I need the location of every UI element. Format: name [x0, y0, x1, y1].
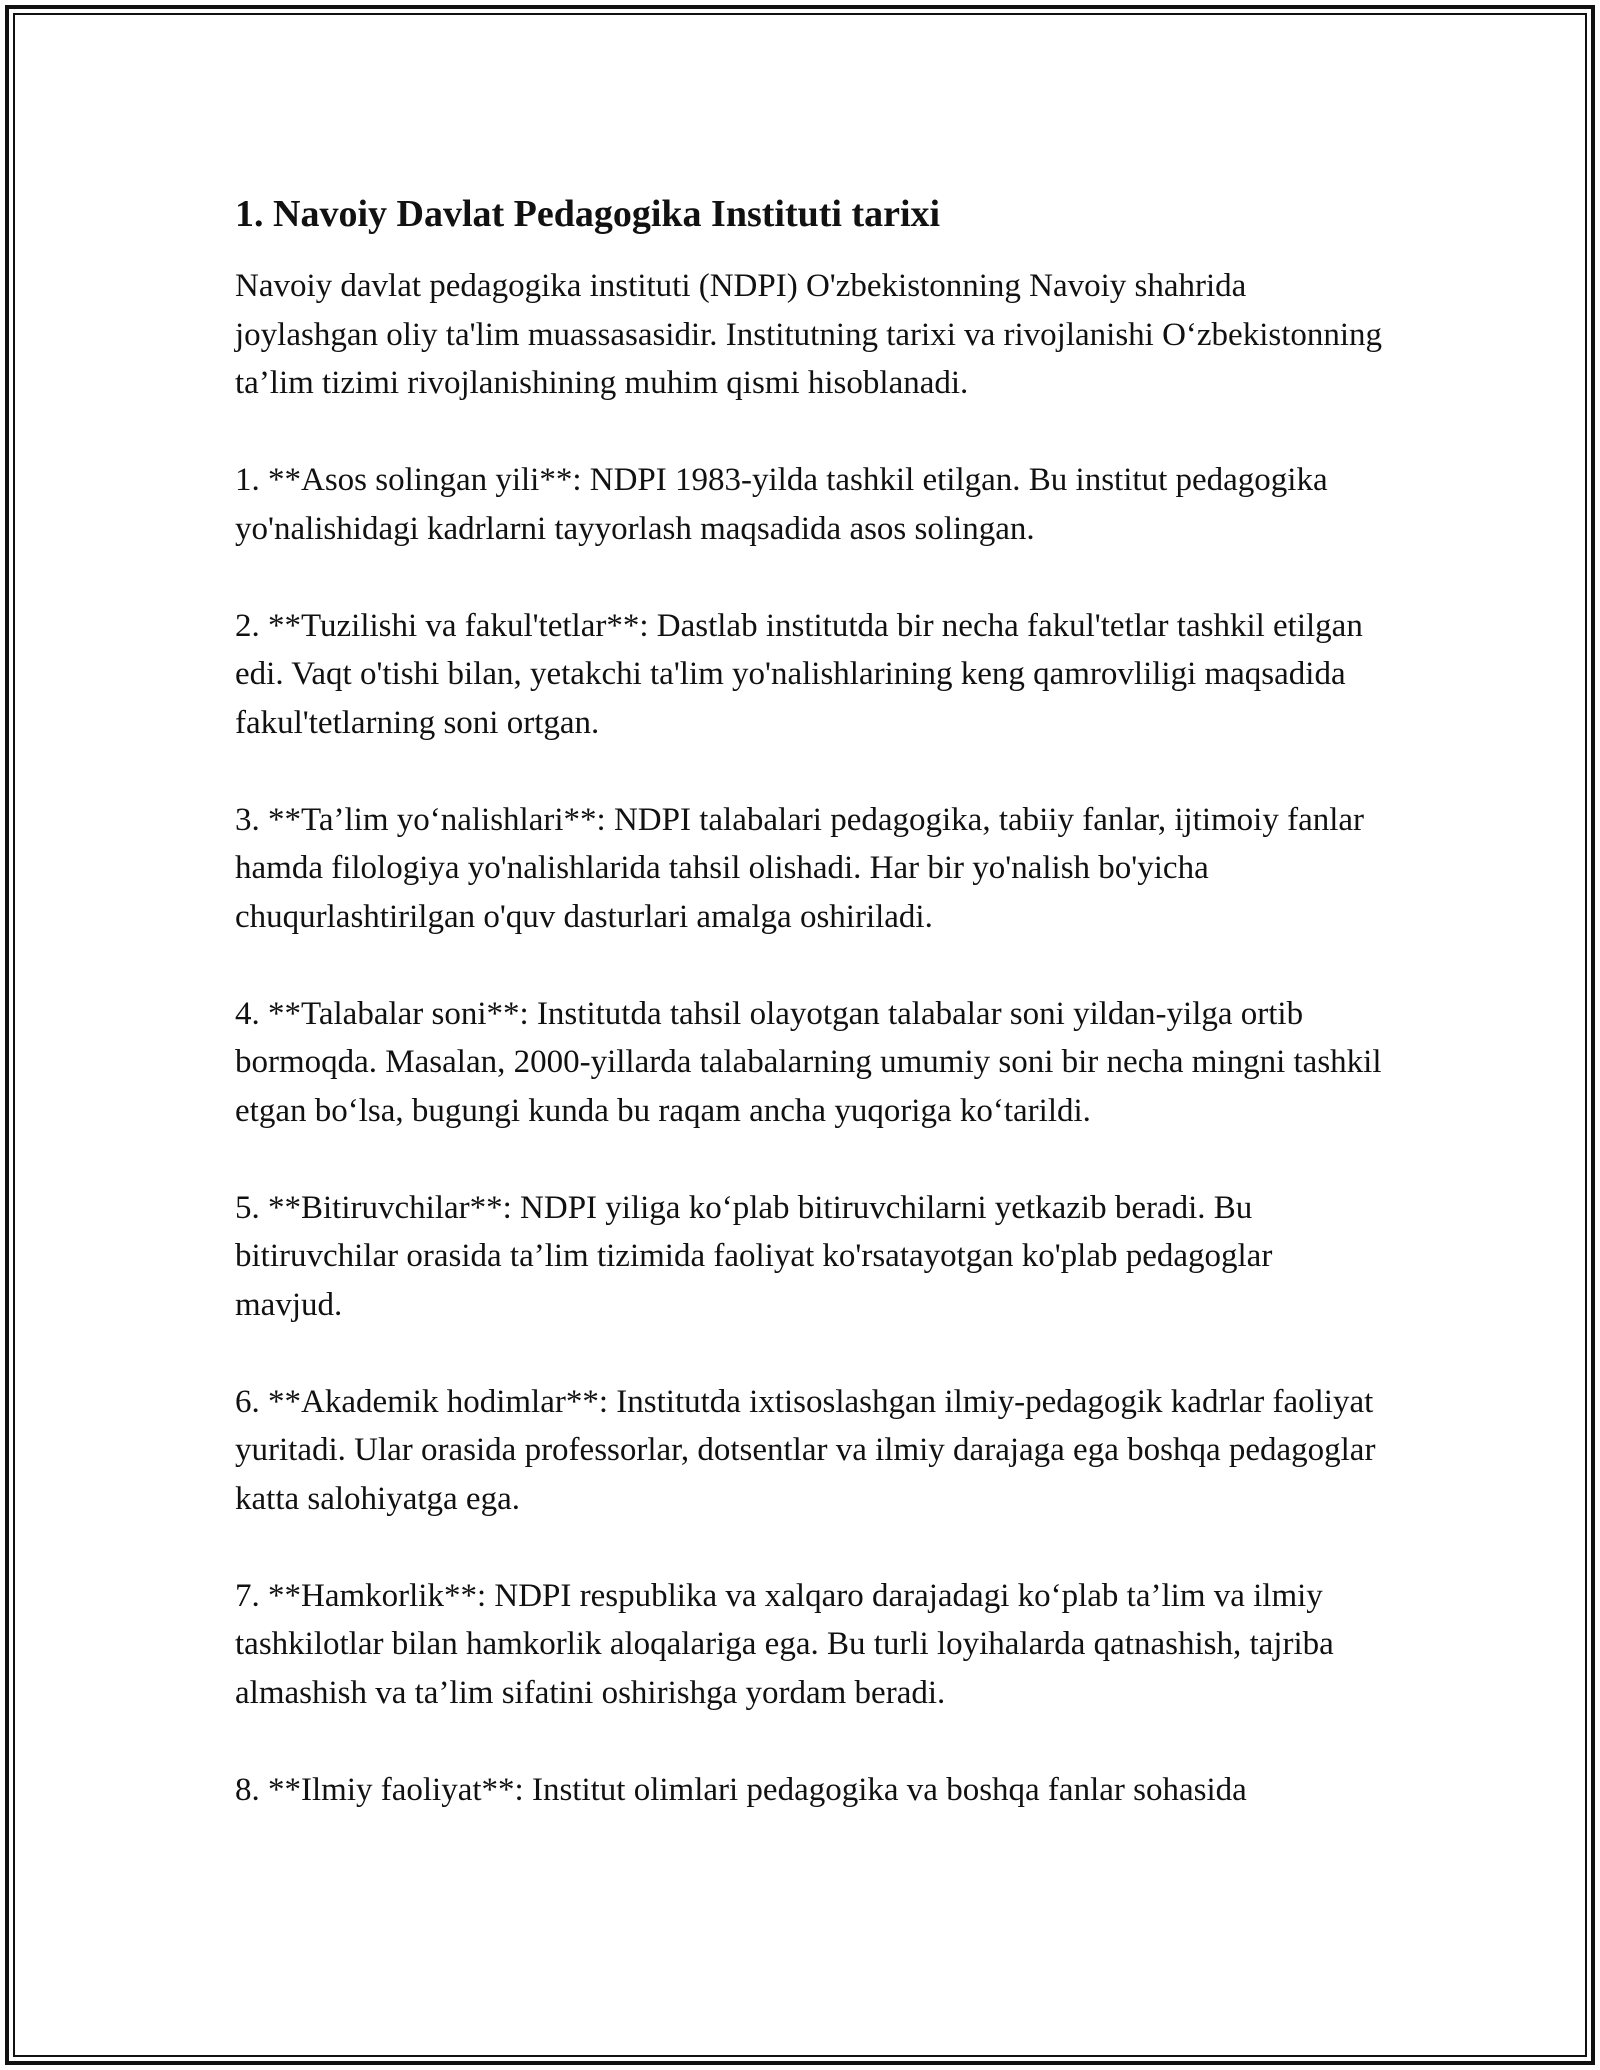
list-item: 7. **Hamkorlik**: NDPI respublika va xalqaro darajadagi ko‘plab ta’lim va ilmiy tashkilotlar bilan hamkorlik aloqalariga ega. Bu turli loyihalarda qatnashish, tajriba almashish va ta’lim sifatini oshirishga yordam beradi. [235, 1577, 1334, 1711]
list-item: 3. **Ta’lim yo‘nalishlari**: NDPI talabalari pedagogika, tabiiy fanlar, ijtimoiy fanlar hamda filologiya yo'nalishlarida tahsil olishadi. Har bir yo'nalish bo'yicha chuqurlashtirilgan o'quv dasturlari amalga oshiriladi. [235, 801, 1365, 935]
list-item: 4. **Talabalar soni**: Institutda tahsil olayotgan talabalar soni yildan-yilga ortib bormoqda. Masalan, 2000-yillarda talabalarning umumiy soni bir necha mingni tashkil etgan bo‘lsa, bugungi kunda bu raqam ancha yuqoriga ko‘tarildi. [235, 995, 1382, 1129]
list-item: 8. **Ilmiy faoliyat**: Institut olimlari pedagogika va boshqa fanlar sohasida [235, 1771, 1247, 1808]
list-item: 2. **Tuzilishi va fakul'tetlar**: Dastlab institutda bir necha fakul'tetlar tashkil etilgan edi. Vaqt o'tishi bilan, yetakchi ta'lim yo'nalishlarining keng qamrovliligi maqsadida fakul'tetlarning soni ortgan. [235, 607, 1363, 741]
document-title: 1. Navoiy Davlat Pedagogika Instituti tarixi [235, 193, 941, 235]
intro-paragraph: Navoiy davlat pedagogika instituti (NDPI) O'zbekistonning Navoiy shahrida joylashgan oliy ta'lim muassasasidir. Institutning tarixi va rivojlanishi O‘zbekistonning ta’lim tizimi rivojlanishining muhim qismi hisoblanadi. [235, 268, 1383, 401]
list-item: 1. **Asos solingan yili**: NDPI 1983-yilda tashkil etilgan. Bu institut pedagogika yo'nalishidagi kadrlarni tayyorlash maqsadida asos solingan. [235, 462, 1328, 547]
list-item: 5. **Bitiruvchilar**: NDPI yiliga ko‘plab bitiruvchilarni yetkazib beradi. Bu bitiruvchilar orasida ta’lim tizimida faoliyat ko'rsatayotgan ko'plab pedagoglar mavjud. [235, 1189, 1273, 1323]
list-item: 6. **Akademik hodimlar**: Institutda ixtisoslashgan ilmiy-pedagogik kadrlar faoliyat yuritadi. Ular orasida professorlar, dotsentlar va ilmiy darajaga ega boshqa pedagoglar katta salohiyatga ega. [235, 1383, 1376, 1517]
document-body [235, 188, 1385, 1814]
